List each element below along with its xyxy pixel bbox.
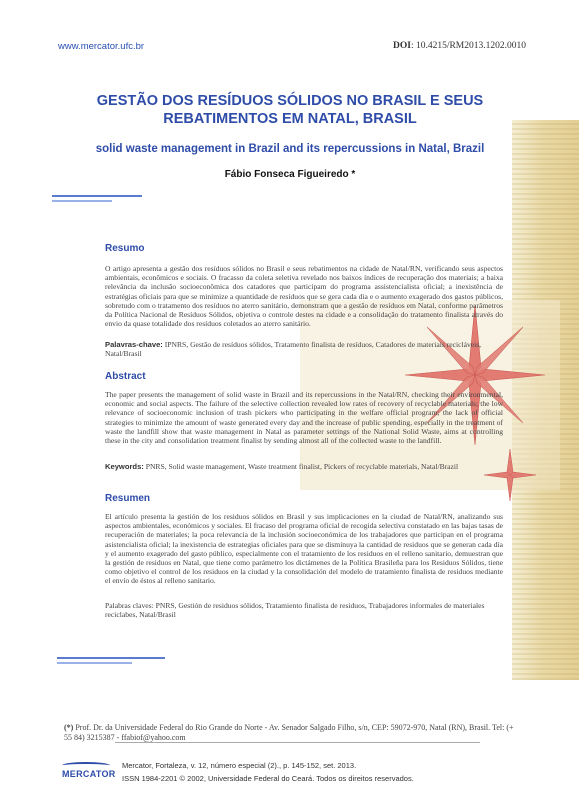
footnote-text: Prof. Dr. da Universidade Federal do Rio Grande do Norte - Av. Senador Salgado Filho, s/n, CEP: 59072-970, Natal (RN), Brasil. Tel: (+ 55 84) 3215387 - ffabiof@yahoo.com (64, 723, 514, 742)
footnote-marker: (*) (64, 723, 74, 732)
resumen-keywords-label: Palabras claves: (105, 601, 154, 610)
resumen-text: El artículo presenta la gestión de los residuos sólidos en Brasil y sus implicaciones en la ciudad de Natal/RN, analizando sus aspectos ambientales, económicos y sociales. El fracaso del programa oficial de recogida selectiva constatado en las bajas tasas de recuperación de materiales; la poca relevancia de la inclusión socioeconómica de los trabajadores que participan en el programa asistencialista oficial; la inexistencia de estrategias oficiales para que se disminuya la cantidad de residuos que se generan cada día y el aumento exagerado del gasto público, especialmente con el tratamiento de los residuos en el relleno sanitario, demuestran que la gestión de residuos en Natal, que tiene como parámetro los dictámenes de la Política Brasileña para los Residuos Sólidos, tiene como objetivo el control de los residuos en la ciudad y la consolidación del modelo de tratamiento finalista de residuos mediante el envío de éstos al relleno sanitario. (105, 512, 503, 586)
resumo-keywords (105, 340, 503, 358)
resumen-keywords (105, 601, 503, 619)
article-title: GESTÃO DOS RESÍDUOS SÓLIDOS NO BRASIL E SEUS REBATIMENTOS EM NATAL, BRASIL (96, 93, 484, 127)
doi (393, 41, 526, 51)
resumo-keywords-label: Palavras-chave: (105, 340, 163, 349)
author: Fábio Fonseca Figueiredo * (224, 169, 356, 180)
doi-label: DOI (392, 41, 411, 51)
resumo-keywords-text: IPNRS, Gestão de resíduos sólidos, Tratamento finalista de resíduos, Catadores de materiais recicláveis, Natal/Brasil (105, 340, 482, 359)
resumo-text: O artigo apresenta a gestão dos resíduos sólidos no Brasil e seus rebatimentos na cidade de Natal/RN, verificando seus aspectos ambientais, econômicos e sociais. O fracasso da coleta seletiva revelado nos baixos índices de recuperação dos materiais; a baixa relevância da inclusão socioeconômica dos catadores que participam do programa assistencialista oficial; a inexistência de estratégias oficiais para que se minimize a quantidade de resíduos que se gera cada dia e o aumento exagerado dos gastos públicos, sobretudo com o tratamento dos resíduos no aterro sanitário, demonstram que a gestão de resíduos em Natal, conforme parâmetros da Política Nacional de Resíduos Sólidos, objetiva o controle destes na cidade e a consolidação do tratamento finalista através do envio da quase totalidade dos resíduos coletados ao aterro sanitário. (105, 264, 503, 329)
abstract-keywords-text: PNRS, Solid waste management, Waste treatment finalist, Pickers of recyclable materials, Natal/Brazil (143, 462, 459, 471)
abstract-heading: Abstract (105, 371, 146, 382)
decorative-rule (52, 195, 142, 205)
small-compass-rose-icon (480, 445, 540, 505)
mercator-logo (62, 761, 114, 779)
author-footnote (64, 723, 519, 742)
journal-website[interactable]: www.mercator.ufc.br (58, 41, 145, 52)
logo-swoosh-icon (62, 762, 110, 769)
doi-value: : 10.4215/RM2013.1202.0010 (410, 41, 526, 51)
decorative-rule-bottom (57, 657, 165, 667)
journal-info (122, 760, 414, 785)
journal-issn: ISSN 1984-2201 © 2002, Universidade Federal do Ceará. Todos os direitos reservados. (122, 773, 414, 783)
resumen-keywords-text: PNRS, Gestión de residuos sólidos, Tratamiento finalista de residuos, Trabajadores informales de materiales reciclabes, Natal/Brasil (105, 601, 485, 620)
logo-text: MERCATOR (62, 769, 116, 779)
abstract-keywords-label: Keywords: (105, 462, 144, 471)
abstract-text: The paper presents the management of solid waste in Brazil and its repercussions in the Natal/RN, checking their environmental, economic and social aspects. The failure of the selective collection revealed low rates of recovery of recyclable materials; the low relevance of socioeconomic inclusion of trash pickers who participating in the welfare official program; the lack of official strategies to minimize the amount of waste generated every day and the increase of public spending, especially in the treatment of waste the landfill show that waste management in Natal as parameter settings of the National Solid Waste, aims at controlling these in the city and consolidation treatment finalist by sending almost all of the collected waste to the landfill. (105, 390, 503, 446)
resumen-heading: Resumen (105, 493, 151, 504)
journal-citation: Mercator, Fortaleza, v. 12, número especial (2)., p. 145-152, set. 2013. (122, 761, 357, 770)
abstract-keywords (105, 462, 503, 471)
article-subtitle: solid waste management in Brazil and its repercussions in Natal, Brazil (95, 143, 485, 155)
footer-divider (115, 742, 480, 743)
resumo-heading: Resumo (105, 243, 145, 254)
